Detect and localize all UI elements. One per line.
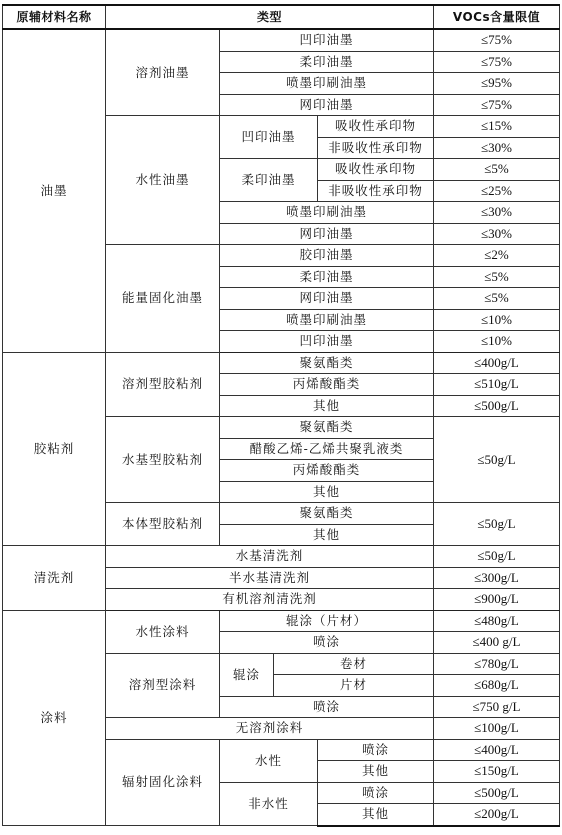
limit-cell: ≤480g/L bbox=[434, 610, 560, 632]
limit-cell: ≤10% bbox=[434, 309, 560, 331]
method-label: 非水性 bbox=[220, 782, 318, 826]
limit-cell: ≤750 g/L bbox=[434, 696, 560, 718]
subgroup-label: 水性油墨 bbox=[106, 116, 220, 245]
limit-cell: ≤150g/L bbox=[434, 761, 560, 783]
header-row bbox=[3, 5, 560, 29]
type-cell: 柔印油墨 bbox=[220, 266, 434, 288]
type-cell: 喷涂 bbox=[318, 739, 434, 761]
type-cell: 卷材 bbox=[274, 653, 434, 675]
header-type: 类型 bbox=[106, 5, 434, 29]
limit-cell: ≤500g/L bbox=[434, 395, 560, 417]
limit-cell: ≤50g/L bbox=[434, 503, 560, 546]
type-cell: 网印油墨 bbox=[220, 288, 434, 310]
type-cell: 辊涂（片材） bbox=[220, 610, 434, 632]
limit-cell: ≤300g/L bbox=[434, 567, 560, 589]
type-cell: 柔印油墨 bbox=[220, 51, 434, 73]
type-cell: 非吸收性承印物 bbox=[318, 180, 434, 202]
table-row bbox=[3, 29, 560, 51]
type-cell: 丙烯酸酯类 bbox=[220, 460, 434, 482]
subgroup-label: 能量固化油墨 bbox=[106, 245, 220, 353]
limit-cell: ≤75% bbox=[434, 94, 560, 116]
limit-cell: ≤5% bbox=[434, 159, 560, 181]
group-label-coating: 涂料 bbox=[3, 610, 106, 826]
type-cell: 非吸收性承印物 bbox=[318, 137, 434, 159]
type-cell: 喷涂 bbox=[220, 696, 434, 718]
limit-cell: ≤100g/L bbox=[434, 718, 560, 740]
limit-cell: ≤400g/L bbox=[434, 352, 560, 374]
table-row bbox=[3, 352, 560, 374]
type-cell: 喷墨印刷油墨 bbox=[220, 73, 434, 95]
limit-cell: ≤50g/L bbox=[434, 417, 560, 503]
type-cell: 胶印油墨 bbox=[220, 245, 434, 267]
subgroup-label: 溶剂型涂料 bbox=[106, 653, 220, 718]
limit-cell: ≤75% bbox=[434, 51, 560, 73]
limit-cell: ≤200g/L bbox=[434, 804, 560, 826]
limit-cell: ≤50g/L bbox=[434, 546, 560, 568]
limit-cell: ≤15% bbox=[434, 116, 560, 138]
type-cell: 聚氨酯类 bbox=[220, 417, 434, 439]
limit-cell: ≤25% bbox=[434, 180, 560, 202]
subgroup-label: 本体型胶粘剂 bbox=[106, 503, 220, 546]
type-cell: 凹印油墨 bbox=[220, 331, 434, 353]
type-cell: 其他 bbox=[220, 395, 434, 417]
type-cell: 其他 bbox=[318, 761, 434, 783]
type-cell: 凹印油墨 bbox=[220, 29, 434, 51]
type-cell: 水基清洗剂 bbox=[106, 546, 434, 568]
subgroup-label: 辐射固化涂料 bbox=[106, 739, 220, 826]
method-label: 柔印油墨 bbox=[220, 159, 318, 202]
header-material: 原辅材料名称 bbox=[3, 5, 106, 29]
subgroup-label: 溶剂油墨 bbox=[106, 29, 220, 116]
limit-cell: ≤75% bbox=[434, 29, 560, 51]
limit-cell: ≤30% bbox=[434, 137, 560, 159]
table-row bbox=[3, 610, 560, 632]
limit-cell: ≤95% bbox=[434, 73, 560, 95]
type-cell: 网印油墨 bbox=[220, 223, 434, 245]
group-label-cleaner: 清洗剂 bbox=[3, 546, 106, 611]
method-label: 凹印油墨 bbox=[220, 116, 318, 159]
limit-cell: ≤2% bbox=[434, 245, 560, 267]
group-label-ink: 油墨 bbox=[3, 29, 106, 352]
type-cell: 喷墨印刷油墨 bbox=[220, 202, 434, 224]
type-cell: 吸收性承印物 bbox=[318, 159, 434, 181]
limit-cell: ≤900g/L bbox=[434, 589, 560, 611]
subgroup-label: 水性涂料 bbox=[106, 610, 220, 653]
limit-cell: ≤30% bbox=[434, 223, 560, 245]
type-cell: 丙烯酸酯类 bbox=[220, 374, 434, 396]
type-cell: 醋酸乙烯-乙烯共聚乳液类 bbox=[220, 438, 434, 460]
limit-cell: ≤680g/L bbox=[434, 675, 560, 697]
type-cell: 其他 bbox=[220, 481, 434, 503]
limit-cell: ≤30% bbox=[434, 202, 560, 224]
limit-cell: ≤400 g/L bbox=[434, 632, 560, 654]
method-label: 水性 bbox=[220, 739, 318, 782]
limit-cell: ≤400g/L bbox=[434, 739, 560, 761]
type-cell: 网印油墨 bbox=[220, 94, 434, 116]
type-cell: 聚氨酯类 bbox=[220, 503, 434, 525]
voc-limits-table bbox=[2, 4, 560, 827]
type-cell: 聚氨酯类 bbox=[220, 352, 434, 374]
header-limit: VOCs含量限值 bbox=[434, 5, 560, 29]
type-cell: 无溶剂涂料 bbox=[106, 718, 434, 740]
limit-cell: ≤510g/L bbox=[434, 374, 560, 396]
group-label-adhesive: 胶粘剂 bbox=[3, 352, 106, 546]
limit-cell: ≤5% bbox=[434, 266, 560, 288]
limit-cell: ≤500g/L bbox=[434, 782, 560, 804]
type-cell: 有机溶剂清洗剂 bbox=[106, 589, 434, 611]
type-cell: 半水基清洗剂 bbox=[106, 567, 434, 589]
method-label: 辊涂 bbox=[220, 653, 274, 696]
type-cell: 喷墨印刷油墨 bbox=[220, 309, 434, 331]
type-cell: 其他 bbox=[318, 804, 434, 826]
type-cell: 喷涂 bbox=[318, 782, 434, 804]
table-row bbox=[3, 546, 560, 568]
type-cell: 喷涂 bbox=[220, 632, 434, 654]
limit-cell: ≤780g/L bbox=[434, 653, 560, 675]
type-cell: 其他 bbox=[220, 524, 434, 546]
subgroup-label: 溶剂型胶粘剂 bbox=[106, 352, 220, 417]
limit-cell: ≤10% bbox=[434, 331, 560, 353]
type-cell: 吸收性承印物 bbox=[318, 116, 434, 138]
type-cell: 片材 bbox=[274, 675, 434, 697]
limit-cell: ≤5% bbox=[434, 288, 560, 310]
subgroup-label: 水基型胶粘剂 bbox=[106, 417, 220, 503]
